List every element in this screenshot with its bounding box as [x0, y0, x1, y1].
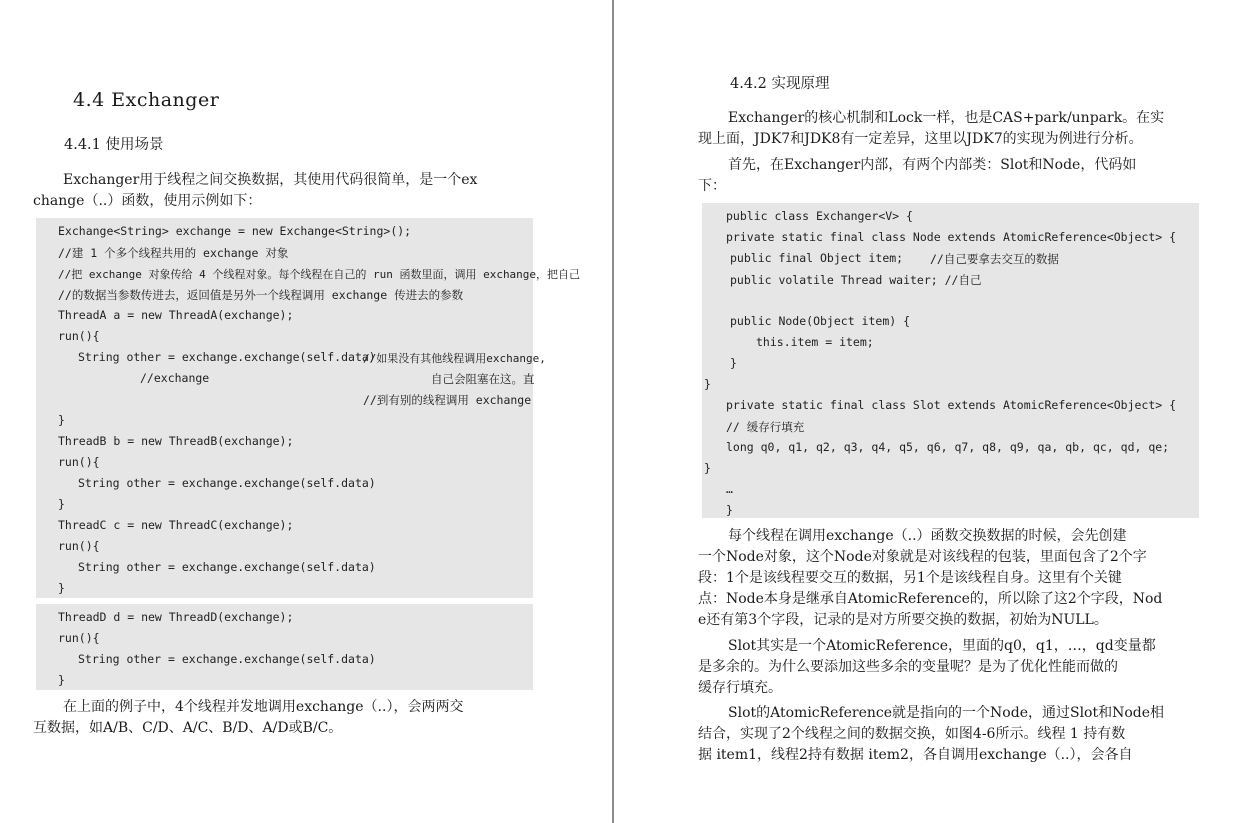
code-line: public final Object item; [730, 251, 904, 265]
code-block [36, 604, 533, 690]
paragraph [698, 703, 1198, 766]
text-line: 在上面的例子中，4个线程并发地调用exchange（..），会两两交 [63, 699, 464, 715]
code-line: run(){ [58, 455, 100, 469]
code-line: run(){ [58, 329, 100, 343]
text-line: 一个Node对象，这个Node对象就是对该线程的包装，里面包含了2个字 [698, 549, 1147, 565]
paragraph [698, 155, 1198, 197]
subsection-title: 4.4.2 实现原理 [730, 76, 830, 92]
code-line: String other = exchange.exchange(self.data) [78, 652, 376, 666]
outro-paragraph [33, 697, 531, 739]
code-line: ThreadD d = new ThreadD(exchange); [58, 610, 294, 624]
code-comment: // 缓存行填充 [726, 420, 805, 434]
paragraph [698, 636, 1198, 699]
paragraph [698, 526, 1198, 631]
code-line: } [58, 581, 65, 595]
text-line: 互数据，如A/B、C/D、A/C、B/D、A/D或B/C。 [33, 720, 343, 736]
code-comment: //exchange [140, 371, 210, 385]
text-line: 是多余的。为什么要添加这些多余的变量呢？是为了优化性能而做的 [698, 659, 1118, 675]
text-line: 下： [698, 178, 726, 194]
code-line: long q0, q1, q2, q3, q4, q5, q6, q7, q8, q9, qa, qb, qc, qd, qe; [726, 440, 1170, 454]
code-line: } [58, 497, 65, 511]
code-comment: //如果没有其他线程调用exchange, [363, 352, 546, 365]
code-comment: //到有别的线程调用 exchange [363, 393, 532, 407]
code-line: ThreadA a = new ThreadA(exchange); [58, 308, 294, 322]
text-line: Exchanger用于线程之间交换数据，其使用代码很简单，是一个ex [63, 172, 478, 188]
page-divider [612, 0, 614, 823]
code-line: String other = exchange.exchange(self.data) [78, 560, 376, 574]
code-line: } [58, 673, 65, 687]
code-line: String other = exchange.exchange(self.data) [78, 350, 376, 364]
code-line: ThreadB b = new ThreadB(exchange); [58, 434, 294, 448]
text-line: Slot其实是一个AtomicReference，里面的q0，q1，…，qd变量都 [728, 638, 1156, 654]
code-line: public class Exchanger<V> { [726, 209, 913, 223]
code-line: ThreadC c = new ThreadC(exchange); [58, 518, 294, 532]
subsection-title: 4.4.1 使用场景 [64, 137, 164, 153]
code-line: public volatile Thread waiter; //自己 [730, 273, 982, 287]
text-line: Slot的AtomicReference就是指向的一个Node，通过Slot和Node相 [728, 705, 1165, 721]
code-comment: 自己会阻塞在这。直 [431, 372, 535, 386]
text-line: 缓存行填充。 [698, 680, 782, 696]
code-line: this.item = item; [756, 335, 874, 349]
code-line: public Node(Object item) { [730, 314, 911, 328]
text-line: 每个线程在调用exchange（..）函数交换数据的时候，会先创建 [728, 528, 1127, 544]
text-line: change（..）函数，使用示例如下： [33, 193, 262, 209]
text-line: 现上面，JDK7和JDK8有一定差异，这里以JDK7的实现为例进行分析。 [698, 131, 1143, 147]
code-line: run(){ [58, 631, 100, 645]
code-comment: //把 exchange 对象传给 4 个线程对象。每个线程在自己的 run 函数里面，调用 exchange，把自己 [58, 268, 581, 281]
code-line: } [704, 377, 711, 391]
code-line: } [58, 413, 65, 427]
text-line: 点：Node本身是继承自AtomicReference的，所以除了这2个字段，Nod [698, 591, 1163, 607]
code-comment: //自己要拿去交互的数据 [930, 252, 1059, 266]
paragraph [698, 108, 1198, 150]
code-line: String other = exchange.exchange(self.data) [78, 476, 376, 490]
code-line: } [730, 356, 737, 370]
text-line: 段：1个是该线程要交互的数据，另1个是该线程自身。这里有个关键 [698, 570, 1122, 586]
code-block [36, 218, 581, 598]
text-line: e还有第3个字段，记录的是对方所要交换的数据，初始为NULL。 [698, 612, 1108, 628]
code-line: private static final class Node extends AtomicReference<Object> { [726, 230, 1177, 244]
intro-paragraph [33, 170, 531, 212]
text-line: 结合，实现了2个线程之间的数据交换，如图4-6所示。线程 1 持有数 [698, 726, 1126, 742]
code-line: } [704, 461, 711, 475]
code-line: private static final class Slot extends AtomicReference<Object> { [726, 398, 1177, 412]
text-line: Exchanger的核心机制和Lock一样，也是CAS+park/unpark。在实 [728, 110, 1165, 126]
code-line: … [726, 482, 733, 496]
code-line: Exchange<String> exchange = new Exchange<String>(); [58, 224, 412, 238]
section-title: 4.4 Exchanger [73, 89, 220, 111]
text-line: 首先，在Exchanger内部，有两个内部类：Slot和Node，代码如 [728, 157, 1137, 173]
text-line: 据 item1，线程2持有数据 item2，各自调用exchange（..），会各自 [698, 747, 1133, 763]
right-page [616, 0, 1242, 823]
left-page [0, 0, 612, 823]
code-comment: //的数据当参数传进去，返回值是另外一个线程调用 exchange 传进去的参数 [58, 288, 464, 302]
code-block [702, 203, 1199, 518]
code-line: } [726, 503, 733, 517]
code-line: run(){ [58, 539, 100, 553]
code-comment: //建 1 个多个线程共用的 exchange 对象 [58, 246, 289, 260]
